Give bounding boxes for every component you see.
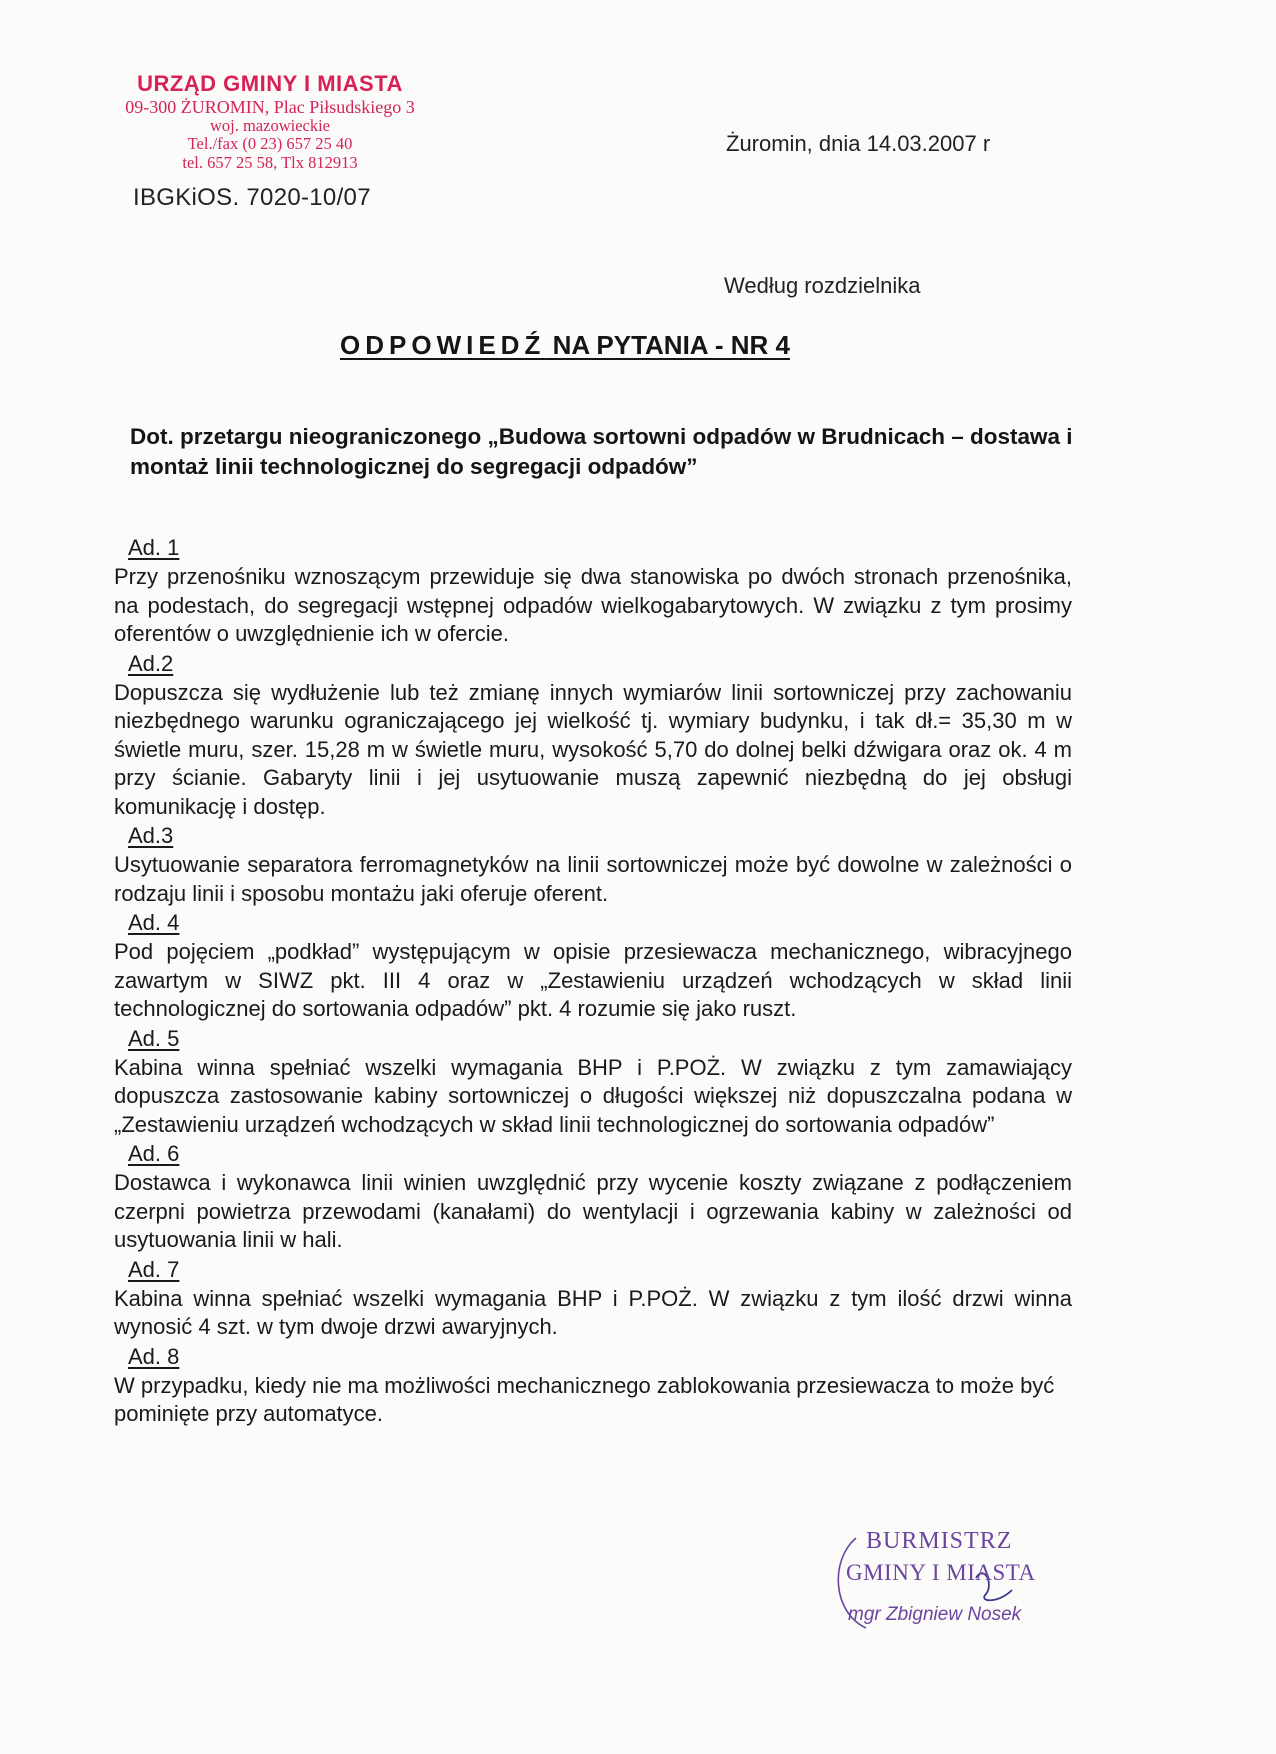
answer-item: [114, 1024, 1072, 1140]
office-stamp-region: woj. mazowieckie: [209, 115, 331, 135]
office-stamp-phone: Tel./fax (0 23) 657 25 40: [187, 134, 353, 154]
document-title-rest: NA PYTANIA - NR 4: [545, 330, 790, 360]
answer-text: Pod pojęciem „podkład” występującym w opisie przesiewacza mechanicznego, wibracyjnego zawartym w SIWZ pkt. III 4 oraz w „Zestawieniu urządzeń wchodzących w skład linii technologicznej do sortowania odpadów” pkt. 4 rozumie się jako ruszt.: [114, 939, 1072, 1021]
answer-item: [114, 1139, 1072, 1255]
answer-heading: Ad. 4: [128, 910, 180, 935]
answers-list: [114, 533, 1072, 1429]
subject-line: Dot. przetargu nieograniczonego „Budowa sortowni odpadów w Brudnicach – dostawa i montaż linii technologicznej do segregacji odpadów”: [130, 424, 1073, 479]
office-stamp: [100, 72, 440, 172]
answer-heading: Ad.3: [128, 823, 174, 848]
answer-heading: Ad. 8: [128, 1343, 180, 1369]
answer-heading: Ad. 7: [128, 1256, 180, 1282]
answer-item: [114, 1255, 1072, 1342]
signature-stamp-title: BURMISTRZ: [866, 1528, 1013, 1554]
office-stamp-title: URZĄD GMINY I MIASTA: [137, 71, 403, 96]
distribution-note: Według rozdzielnika: [724, 273, 921, 298]
answer-text: W przypadku, kiedy nie ma możliwości mechanicznego zablokowania przesiewacza to może być pominięte przy automatyce.: [114, 1372, 1055, 1426]
answer-item: [114, 649, 1072, 822]
answer-heading: Ad.2: [128, 650, 174, 676]
signature-stamp-office: GMINY I MIASTA: [846, 1560, 1036, 1585]
answer-heading: Ad. 6: [128, 1141, 180, 1166]
answer-item: [114, 533, 1072, 649]
signature-stamp-name: mgr Zbigniew Nosek: [848, 1604, 1022, 1625]
answer-text: Kabina winna spełniać wszelki wymagania BHP i P.POŻ. W związku z tym zamawiający dopuszcza zastosowanie kabiny sortowniczej o długości większej niż dopuszczalna podana w „Zestawieniu urządzeń wchodzących w skład linii technologicznej do sortowania odpadów”: [114, 1054, 1072, 1137]
answer-text: Dostawca i wykonawca linii winien uwzględnić przy wycenie koszty związane z podłączeniem czerpni powietrza przewodami (kanałami) do wentylacji i ogrzewania kabiny w zależności od usytuowania linii w hali.: [114, 1170, 1072, 1252]
answer-heading: Ad. 1: [128, 535, 180, 560]
answer-item: [114, 908, 1072, 1024]
office-stamp-address: 09-300 ŻUROMIN, Plac Piłsudskiego 3: [125, 96, 415, 117]
date-line: Żuromin, dnia 14.03.2007 r: [726, 131, 991, 156]
document-title: [340, 330, 790, 361]
office-stamp-phone2: tel. 657 25 58, Tlx 812913: [182, 152, 358, 172]
reference-number: IBGKiOS. 7020-10/07: [133, 184, 371, 211]
mayor-signature-stamp: [826, 1520, 1066, 1650]
answer-heading: Ad. 5: [128, 1025, 180, 1051]
document-title-word: ODPOWIEDŹ: [340, 330, 546, 360]
answer-text: Dopuszcza się wydłużenie lub też zmianę innych wymiarów linii sortowniczej przy zachowaniu niezbędnego warunku ograniczającego jej wielkość tj. wymiary budynku, i tak dł.= 35,30 m w świetle muru, szer. 15,28 m w świetle muru, wysokość 5,70 do dolnej belki dźwigara oraz ok. 4 m przy ścianie. Gabaryty linii i jej usytuowanie muszą zapewnić niezbędną do jej obsługi komunikację i dostęp.: [114, 679, 1072, 819]
answer-item: [114, 1342, 1072, 1429]
answer-text: Usytuowanie separatora ferromagnetyków na linii sortowniczej może być dowolne w zależności o rodzaju linii i sposobu montażu jaki oferuje oferent.: [114, 852, 1072, 906]
answer-text: Przy przenośniku wznoszącym przewiduje się dwa stanowiska po dwóch stronach przenośnika, na podestach, do segregacji wstępnej odpadów wielkogabarytowych. W związku z tym prosimy oferentów o uwzględnienie ich w ofercie.: [114, 564, 1072, 646]
answer-item: [114, 821, 1072, 908]
answer-text: Kabina winna spełniać wszelki wymagania BHP i P.POŻ. W związku z tym ilość drzwi winna wynosić 4 szt. w tym dwoje drzwi awaryjnych.: [114, 1285, 1072, 1339]
